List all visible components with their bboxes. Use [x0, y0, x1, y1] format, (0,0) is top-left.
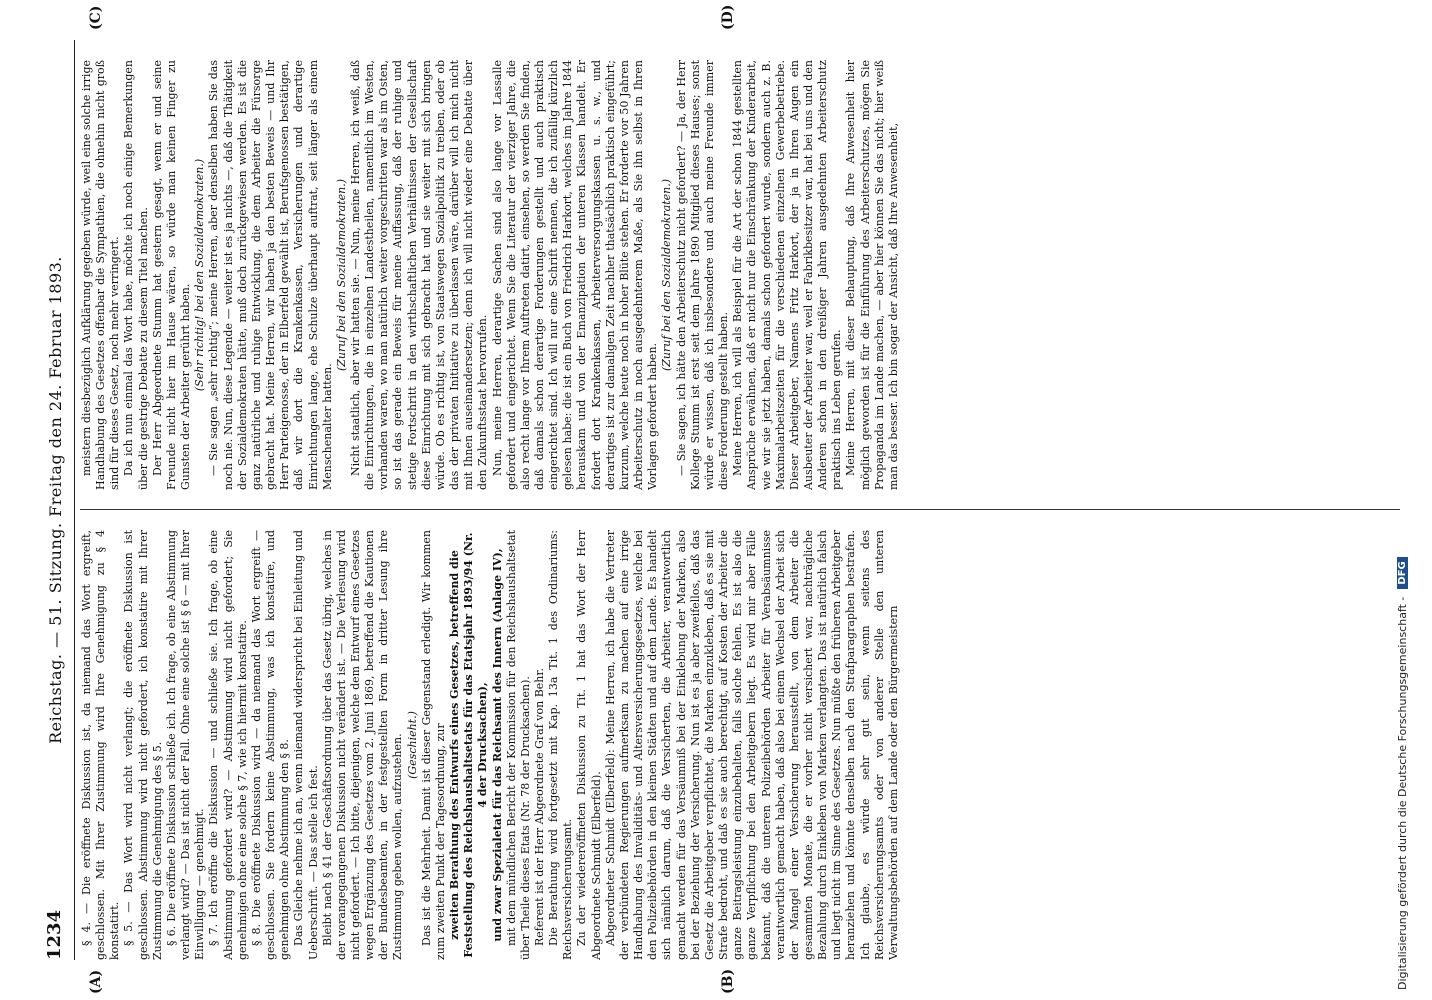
margin-marker-a: (A): [88, 969, 104, 994]
paragraph: Der Herr Abgeordnete Stumm hat gestern gesagt, wenn er und seine Freunde nicht hier im Hause wären, so würde man keinen Finger zu Gunsten der Arbeiter gerührt haben.: [150, 60, 193, 490]
paragraph: Zu der wiedereröffneten Diskussion zu Tit. 1 hat das Wort der Herr Abgeordnete Schmidt (Elberfeld).: [575, 530, 603, 960]
stage-direction: (Zuruf bei den Sozialdemokraten.): [334, 178, 348, 372]
paragraph: mit dem mündlichen Bericht der Kommission für den Reichshaushaltsetat über Theile dieses Etats (Nr. 78 der Drucksachen).: [504, 530, 532, 960]
paragraph: Meine Herren, ich will als Beispiel für die Art der schon 1844 gestellten Ansprüche erwähnen, daß er nicht nur die Einschränkung der Kinderarbeit, wie wir sie jetzt haben, damals schon gefordert wurde, sondern auch z. B. Maximalarbeitszeiten für die verschiedenen einzelnen Gewerbebetriebe. Dieser Arbeitgeber, Namens Fritz Harkort, der ja in Ihren Augen ein Ausbeuter der Arbeiter war, weil er Fabrikbesitzer war, hat bei uns und den Anderen schon in den dreißiger Jahren ausgedehnten Arbeiterschutz praktisch ins Leben gerufen.: [731, 60, 844, 490]
margin-marker-b: (B): [720, 968, 736, 994]
dfg-logo: DFG: [1397, 557, 1408, 588]
speech-paragraph: Abgeordneter Schmidt (Elberfeld): Meine Herren, ich habe die Vertreter der verbündeten Regierungen aufmerksam zu machen auf eine irrige Handhabung des Invaliditäts- und Altersversicherungsgesetzes, welche bei den Polizeibehörden in den kleinen Städten und auf dem Lande. Es handelt sich nämlich darum, daß die Versicherten, die Arbeiter, verantwortlich gemacht werden für das Versäumniß bei der Einklebung der Marken, also bei der Beziehung der Versicherung. Nun ist es ja aber zweifellos, daß das Gesetz die Arbeitgeber verpflichtet, die Marken einzukleben, daß es sie mit Strafe bedroht, und daß es sie auch berechtigt, auf Kosten der Arbeiter die ganze Beitragsleistung einzubehalten, falls solche fehlen. Es ist also die ganze Verpflichtung bei den Arbeitgebern liegt. Es wird mir aber Fälle bekannt, daß die unteren Polizeibehörden Arbeiter für Verabsäumnisse verantwortlich gemacht haben, daß also bei einem Wechsel der Arbeit sich der Mangel einer Versicherung herausstellt, von dem Arbeiter die gesammten Monate, die er vorher nicht versichert war, nachträgliche Bezahlung durch Einkleben von Marken verlangten. Das ist natürlich falsch und liegt nicht im Sinne des Gesetzes. Nun müßte den früheren Arbeitgeber heranziehen und könnte denselben nach den Strafparagraphen bestrafen. Ich glaube, es würde sehr gut sein, wenn seitens des Reichsversicherungsamts oder von anderer Stelle den unteren Verwaltungsbehörden auf dem Lande oder den Bürgermeistern: [603, 530, 900, 960]
paragraph: Nun, meine Herren, derartige Sachen sind also lange vor Lassalle gefordert und eingerichtet. Wenn Sie die Literatur der vierziger Jahre, die also recht lange vor Ihrem Auftreten datirt, einsehen, so werden Sie finden, daß damals schon derartige Forderungen gestellt und auch praktisch eingerichtet sind. Ich will nur eine Schrift nennen, die ich zufällig kürzlich gelesen habe: die ist ein Buch von Friedrich Harkort, welches im Jahre 1844 herauskam und von der Emanzipation der unteren Klassen handelt. Er fordert dort Krankenkassen, Arbeiterversorgungskassen u. s. w., und derartiges ist zur damaligen Zeit nachher thatsächlich praktisch eingeführt; kurzum, welche heute noch in hoher Blüte stehen. Er forderte vor 50 Jahren Arbeiterschutz in noch ausgedehnterem Maße, als Sie ihn selbst in Ihren Vorlagen gefordert haben.: [490, 60, 660, 490]
paragraph: Das Gleiche nehme ich an, wenn niemand widerspricht bei Einleitung und Ueberschrift. — Das stelle ich fest.: [292, 530, 320, 960]
digitization-note-text: Digitalisierung gefördert durch die Deutsche Forschungsgemeinschaft -: [1396, 596, 1409, 990]
margin-marker-c: (C): [88, 5, 104, 30]
right-column: [80, 60, 1400, 490]
paragraph: § 4. — Die eröffnete Diskussion ist, da niemand das Wort ergreift, geschlossen. Mit Ihrer Zustimmung wird Ihre Genehmigung zu § 4 konstatirt.: [80, 530, 122, 960]
paragraph: — Sie sagen, ich hätte den Arbeiterschutz nicht gefordert? — Ja, der Herr Kollege Stumm ist erst seit dem Jahre 1890 Mitglied dieses Hauses; sonst würde er wissen, daß ich insbesondere und auch meine Freunde immer diese Forderung gestellt haben.: [674, 60, 731, 490]
page-number: 1234: [44, 909, 65, 960]
header-rule: [74, 40, 75, 960]
paragraph: Meine Herren, mit dieser Behauptung, daß Ihre Anwesenheit hier möglich geworden ist für die Einführung des Arbeiterschutzes, mögen Sie Propaganda im Lande machen, — aber hier können Sie das nicht; hier weiß man das besser. Ich bin sogar der Ansicht, daß Ihre Anwesenheit,: [844, 60, 900, 490]
digitization-note: [1396, 10, 1409, 990]
paragraph: § 6. Die eröffnete Diskussion schließe ich. Ich frage, ob eine Abstimmung verlangt wird? — Das ist nicht der Fall. Ohne eine solche ist § 6 — mit Ihrer Einwilligung — genehmigt.: [164, 530, 207, 960]
paragraph: Da ich nun einmal das Wort habe, möchte ich noch einige Bemerkungen über die gestrige Debatte zu diesem Titel machen.: [122, 60, 150, 490]
paragraph: § 8. Die eröffnete Diskussion wird — da niemand das Wort ergreift — geschlossen. Sie fordern keine Abstimmung, was ich konstatire, und genehmigen ohne Abstimmung den § 8.: [249, 530, 292, 960]
agenda-item-subheading: und zwar Spezialetat für das Reichsamt des Innern (Anlage IV),: [490, 548, 504, 942]
column-divider: [80, 509, 1400, 510]
margin-marker-d: (D): [720, 4, 736, 30]
paragraph: Das ist die Mehrheit. Damit ist dieser Gegenstand erledigt. Wir kommen zum zweiten Punkt der Tagesordnung, zur: [419, 530, 447, 960]
agenda-item-heading: zweiten Berathung des Entwurfs eines Gesetzes, betreffend die Feststellung des Reichshaushaltsetats für das Etatsjahr 1893/94 (Nr. 4 der Drucksachen),: [448, 532, 490, 958]
paragraph: Die Berathung wird fortgesetzt mit Kap. 13a Tit. 1 des Ordinariums: Reichsversicherungsamt.: [547, 530, 575, 960]
paragraph: § 7. Ich eröffne die Diskussion — und schließe sie. Ich frage, ob eine Abstimmung gefordert wird? — Abstimmung wird nicht gefordert; Sie genehmigen ohne eine solche § 7, wie ich hiermit konstatire.: [207, 530, 249, 960]
stage-direction: (Geschieht.): [405, 711, 419, 779]
paragraph: § 5. — Das Wort wird nicht verlangt; die eröffnete Diskussion ist geschlossen. Abstimmung wird nicht gefordert, ich konstatire mit Ihrer Zustimmung die Genehmigung des § 5.: [122, 530, 164, 960]
left-column: [80, 530, 1400, 960]
running-title: Reichstag. — 51. Sitzung. Freitag den 24. Februar 1893.: [46, 256, 65, 744]
paragraph: meistern diesbezüglich Aufklärung gegeben würde, weil eine solche irrige Handhabung des Gesetzes offenbar die Sympathien, die ohnehin nicht groß sind für dieses Gesetz, noch mehr verringert.: [80, 60, 122, 490]
stage-direction: (Sehr richtig! bei den Sozialdemokraten.): [193, 158, 207, 392]
stage-direction: (Zuruf bei den Sozialdemokraten.): [660, 178, 674, 372]
document-page: [40, 4, 1410, 994]
paragraph: Bleibt nach § 41 der Geschäftsordnung über das Gesetz übrig, welches in der vorangegangenen Diskussion nicht verändert ist. — Die Verlesung wird nicht gefordert. — Ich bitte, diejenigen, welche dem Entwurf eines Gesetzes wegen Ergänzung des Gesetzes vom 2. Juni 1869, betreffend die Kautionen der Bundesbeamten, in der festgestellten Form in dritter Lesung ihre Zustimmung geben wollen, aufzustehen.: [320, 530, 405, 960]
paragraph: Referent ist der Herr Abgeordnete Graf von Behr.: [533, 668, 546, 946]
page-header: [40, 40, 76, 960]
paragraph: Nicht staatlich, aber wir hatten sie. — Nun, meine Herren, ich weiß, daß die Einrichtungen, die in einzelnen Landestheilen, namentlich im Westen, vorhanden waren, wo man natürlich weiter vorgeschritten war als im Osten, so ist das gerade ein Beweis für meine Auffassung, daß der ruhige und stetige Fortschritt in den wirthschaftlichen Verhältnissen der Gesellschaft diese Einrichtung mit sich gebracht hat und sie weiter mit sich bringen würde. Ob es richtig ist, von Staatswegen Sozialpolitik zu treiben, oder ob das der privaten Initiative zu überlassen wäre, darüber will ich mich nicht mit Ihnen auseinandersetzen; denn ich will nicht wieder eine Debatte über den Zukunftsstaat hervorrufen.: [348, 60, 490, 490]
paragraph: — Sie sagen „sehr richtig“; meine Herren, aber denselben haben Sie das noch nie. Nun, diese Legende — weiter ist es ja nichts —, daß die Thätigkeit der Sozialdemokraten hätte, muß doch zurückgewiesen werden. Es ist die ganz natürliche und ruhige Entwicklung, die dem Arbeiter die Fürsorge gebracht hat. Meine Herren, wir haben ja den besten Beweis — und Ihr Herr Parteigenosse, der in Elberfeld gewählt ist, Berufsgenossen bestätigen, daß wir dort die Krankenkassen, Versicherungen und derartige Einrichtungen lange, ehe Schulze überhaupt auftrat, seit länger als einem Menschenalter hatten.: [207, 60, 334, 490]
